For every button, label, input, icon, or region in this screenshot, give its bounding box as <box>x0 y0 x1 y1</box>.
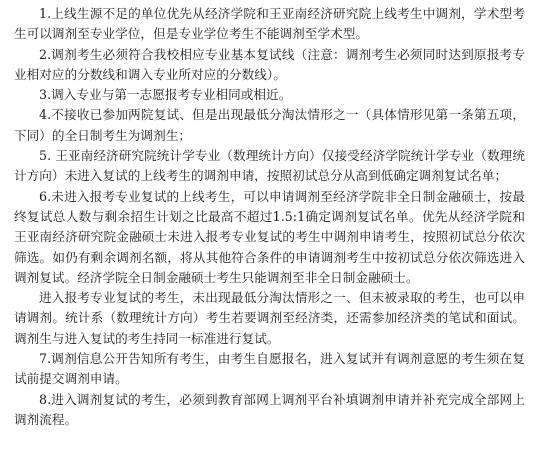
rule-paragraph-4: 4.不接收已参加两院复试、但是出现最低分淘汰情形之一（具体情形见第一条第五项，下同）的全日制考生为调剂生； <box>14 107 525 143</box>
rule-paragraph-6: 6.未进入报考专业复试的上线考生，可以申请调剂至经济学院非全日制金融硕士，按最终复试总人数与剩余招生计划之比最高不超过1.5:1确定调剂复试名单。优先从经济学院和王亚南经济研究院金融硕士未进入报考专业复试的考生中调剂申请考生，按照初试总分依次筛选。如仍有剩余调剂名额，将从其他符合条件的申请调剂考生中按初试总分依次筛选进入调剂复试。经济学院全日制金融硕士考生只能调剂至非全日制金融硕士。 <box>14 188 525 285</box>
rule-paragraph-2: 2.调剂考生必须符合我校相应专业基本复试线（注意：调剂考生必须同时达到原报考专业相对应的分数线和调入专业所对应的分数线）。 <box>14 46 525 82</box>
rule-paragraph-3: 3.调入专业与第一志愿报考专业相同或相近。 <box>39 87 292 103</box>
rule-paragraph-7: 7.调剂信息公开告知所有考生，由考生自愿报名，进入复试并有调剂意愿的考生须在复试前提交调剂申请。 <box>14 351 525 387</box>
rule-paragraph-6-continued: 进入报考专业复试的考生，未出现最低分淘汰情形之一、但未被录取的考生，也可以申请调剂。统计系（数理统计方向）考生若要调剂至经济类，还需参加经济类的笔试和面试。调剂生与进入复试的考生持同一标准进行复试。 <box>14 290 525 346</box>
rule-paragraph-1: 1.上线生源不足的单位优先从经济学院和王亚南经济研究院上线考生中调剂，学术型考生可以调剂至专业学位，但是专业学位考生不能调剂至学术型。 <box>14 6 525 42</box>
rule-paragraph-5: 5. 王亚南经济研究院统计学专业（数理统计方向）仅接受经济学院统计学专业（数理统计方向）未进入复试的上线考生的调剂申请，按照初试总分从高到低确定调剂复试名单； <box>14 148 525 184</box>
rule-paragraph-8: 8.进入调剂复试的考生，必须到教育部网上调剂平台补填调剂申请并补充完成全部网上调剂流程。 <box>14 391 525 427</box>
